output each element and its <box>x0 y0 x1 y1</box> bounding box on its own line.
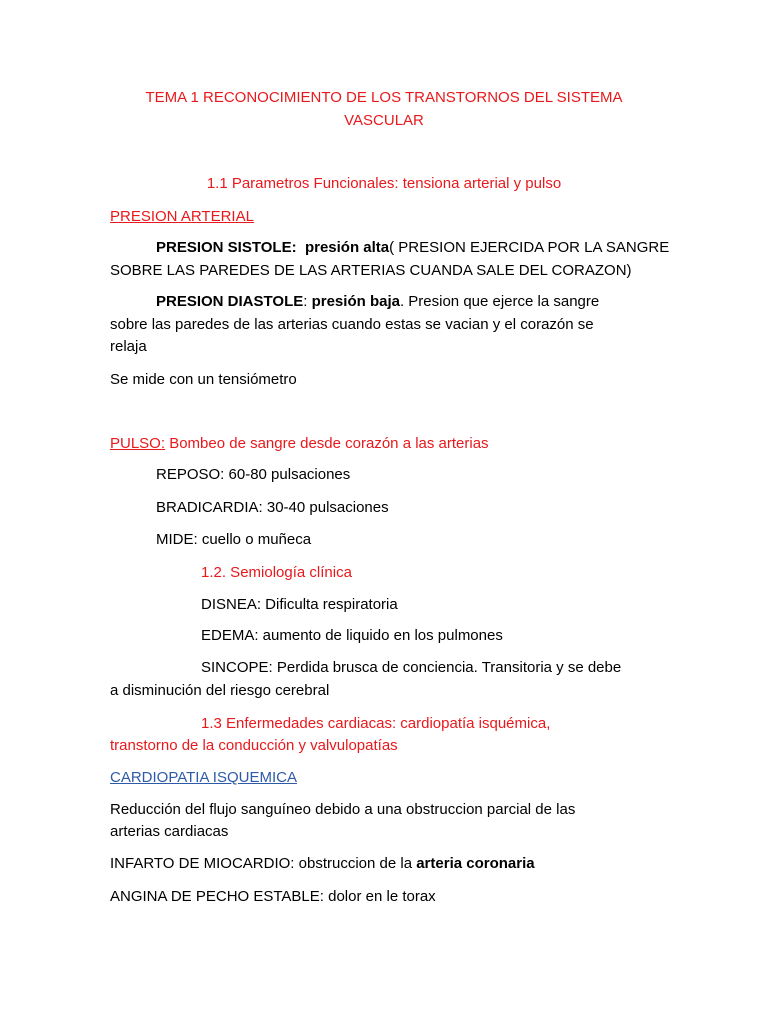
sincope-line2: a disminución del riesgo cerebral <box>110 682 330 699</box>
measure-text: Se mide con un tensiómetro <box>110 371 297 388</box>
sistole-line2: SOBRE LAS PAREDES DE LAS ARTERIAS CUANDA SALE DEL CORAZON) <box>110 262 632 279</box>
angina-text: ANGINA DE PECHO ESTABLE: dolor en le torax <box>110 888 436 905</box>
disnea-text: DISNEA: Dificulta respiratoria <box>201 596 398 613</box>
diastole-line2: sobre las paredes de las arterias cuando estas se vacian y el corazón se <box>110 316 594 333</box>
bradicardia-text: BRADICARDIA: 30-40 pulsaciones <box>156 499 389 516</box>
sistole-label: PRESION SISTOLE: <box>156 239 297 256</box>
diastole-rest: . Presion que ejerce la sangre <box>399 293 600 310</box>
section-1-2-heading: 1.2. Semiología clínica <box>201 564 352 581</box>
diastole-value: presión baja <box>311 293 400 310</box>
infarto-text: INFARTO DE MIOCARDIO: obstruccion de la <box>110 855 417 872</box>
infarto-bold: arteria coronaria <box>416 855 535 872</box>
pulso-line <box>110 434 489 454</box>
cardiopatia-heading: CARDIOPATIA ISQUEMICA <box>110 769 297 786</box>
sistole-rest: ( PRESION EJERCIDA POR LA SANGRE <box>389 239 670 256</box>
infarto-line <box>110 854 535 874</box>
edema-text: EDEMA: aumento de liquido en los pulmones <box>201 627 503 644</box>
diastole-line3: relaja <box>110 338 147 355</box>
pulso-description: Bombeo de sangre desde corazón a las arterias <box>165 435 489 452</box>
sincope-line1: SINCOPE: Perdida brusca de conciencia. Transitoria y se debe <box>201 659 622 676</box>
cardiopatia-desc-line1: Reducción del flujo sanguíneo debido a una obstruccion parcial de las <box>110 801 576 818</box>
section-1-3-line1: 1.3 Enfermedades cardiacas: cardiopatía isquémica, <box>201 715 551 732</box>
sistole-line1 <box>156 238 669 258</box>
reposo-text: REPOSO: 60-80 pulsaciones <box>156 466 351 483</box>
mide-text: MIDE: cuello o muñeca <box>156 531 312 548</box>
pulso-heading: PULSO: <box>110 435 166 452</box>
diastole-label: PRESION DIASTOLE <box>156 293 304 310</box>
section-1-1-heading: 1.1 Parametros Funcionales: tensiona arterial y pulso <box>206 175 562 192</box>
section-1-3-line2: transtorno de la conducción y valvulopatías <box>110 737 398 754</box>
diastole-line1 <box>156 292 599 312</box>
diastole-colon: : <box>303 293 308 310</box>
sistole-value: presión alta <box>304 239 390 256</box>
presion-arterial-heading: PRESION ARTERIAL <box>110 208 254 225</box>
document-title-line2: VASCULAR <box>344 112 424 129</box>
cardiopatia-desc-line2: arterias cardiacas <box>110 823 229 840</box>
document-title-line1: TEMA 1 RECONOCIMIENTO DE LOS TRANSTORNOS DEL SISTEMA <box>145 89 623 106</box>
